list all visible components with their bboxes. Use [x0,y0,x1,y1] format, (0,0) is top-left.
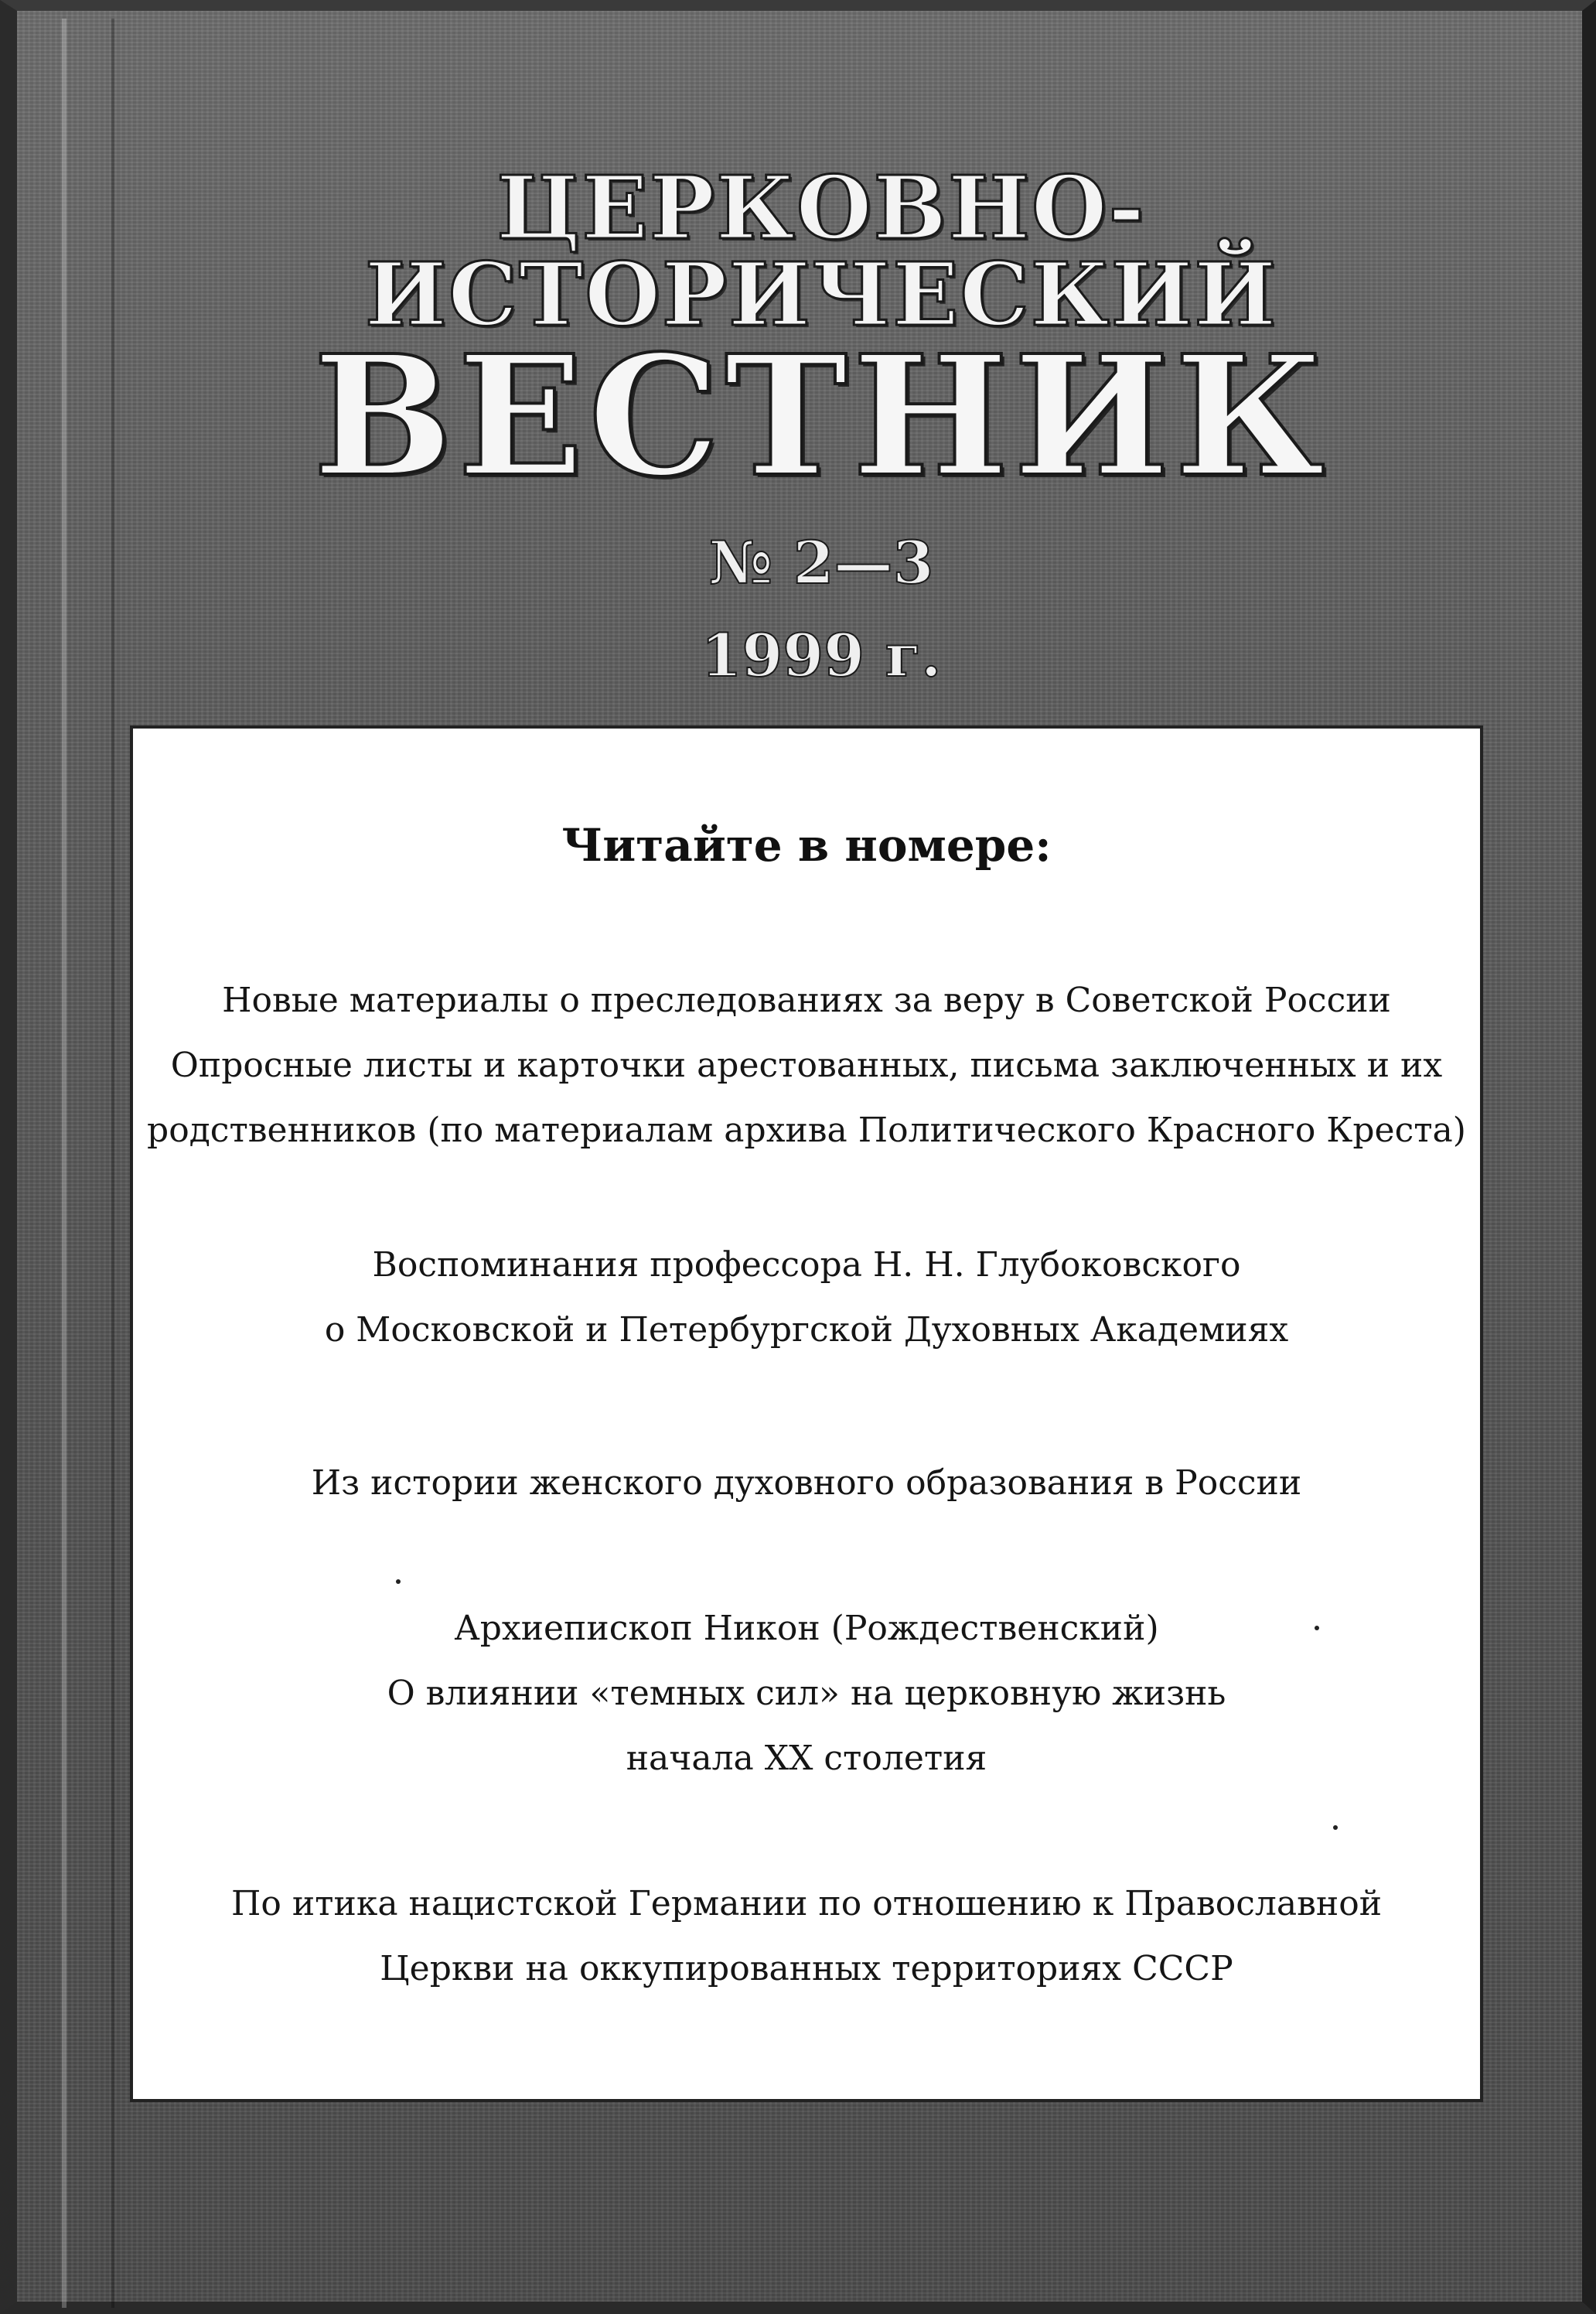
spine-fold-line [62,19,66,2308]
contents-line: родственников (по материалам архива Политического Красного Креста) [147,1111,1466,1150]
contents-line: начала XX столетия [626,1739,987,1778]
contents-line: Из истории женского духовного образования в России [311,1463,1302,1503]
contents-line: Новые материалы о преследованиях за веру в Советской России [222,981,1391,1020]
print-speck [1333,1825,1338,1830]
contents-heading: Читайте в номере: [561,819,1052,872]
contents-line: Опросные листы и карточки арестованных, письма заключенных и их [170,1046,1443,1085]
contents-line: о Московской и Петербургской Духовных Академиях [324,1310,1289,1350]
contents-line: О влиянии «темных сил» на церковную жизнь [387,1674,1226,1713]
print-speck [396,1579,401,1584]
masthead-title: ВЕСТНИК [312,319,1330,514]
masthead-subtitle: ЦЕРКОВНО-ИСТОРИЧЕСКИЙ [364,158,1278,346]
contents-line: Архиепископ Никон (Рождественский) [454,1609,1159,1648]
print-speck [1315,1626,1319,1630]
issue-year: 1999 г. [701,621,942,690]
spine-shadow-line [111,19,114,2308]
issue-number: № 2—3 [708,528,934,597]
contents-line: Воспоминания профессора Н. Н. Глубоковского [372,1245,1241,1285]
contents-line: Церкви на оккупированных территориях СССР [380,1949,1233,1988]
contents-panel [133,729,1480,2099]
contents-line: По итика нацистской Германии по отношению к Православной [230,1884,1383,1923]
